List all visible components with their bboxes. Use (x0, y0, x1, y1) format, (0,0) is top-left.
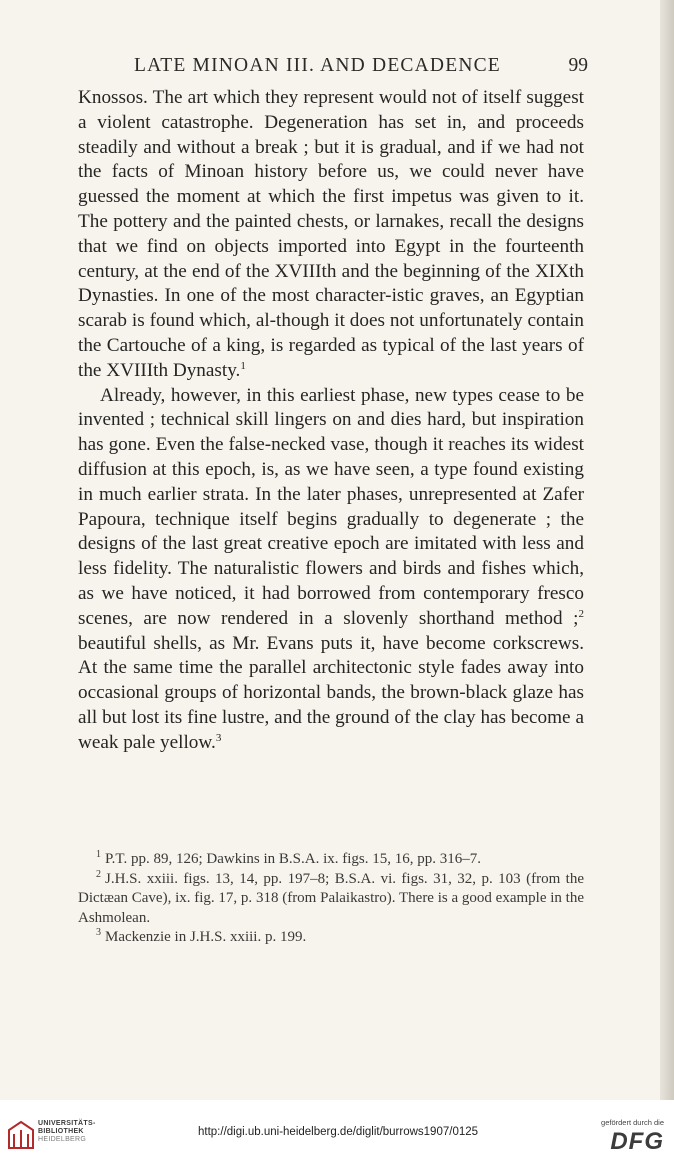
viewer-footer (0, 1100, 674, 1162)
footnote-text: Mackenzie in J.H.S. xxiii. p. 199. (105, 929, 307, 946)
running-title: LATE MINOAN III. AND DECADENCE (134, 55, 501, 76)
library-name (38, 1120, 96, 1144)
paragraph-2-text-a: Already, however, in this earliest phase, new types cease to be invented ; technical skill lingers on and dies hard, but inspiration has gone. Even the false-necked vase, though it reaches its widest diffusion at this epoch, is, as we have seen, a type found existing in much earlier strata. In the later phases, unrepresented at Zafer Papoura, technique itself begins gradually to degenerate ; the designs of the last great creative epoch are imitated with less and less fidelity. The naturalistic flowers and birds and fishes which, as we have noticed, it had borrowed from contemporary fresco scenes, are now rendered in a slovenly shorthand method ; (78, 384, 584, 629)
paragraph-2-text-b: beautiful shells, as Mr. Evans puts it, have become corkscrews. At the same time the parallel architectonic style fades away into occasional groups of horizontal bands, the brown-black glaze has all but lost its fine lustre, and the ground of the clay has become a weak pale yellow. (78, 632, 584, 753)
library-name-line-3: HEIDELBERG (38, 1136, 87, 1143)
footnote-ref-1: 1 (240, 359, 246, 372)
library-emblem-icon (6, 1118, 36, 1152)
footnote-mark: 2 (96, 868, 101, 880)
permalink-url[interactable]: http://digi.ub.uni-heidelberg.de/diglit/burrows1907/0125 (198, 1126, 479, 1138)
footnote-ref-2: 2 (578, 607, 584, 620)
paragraph-1-text: Knossos. The art which they represent would not of itself suggest a violent catastrophe. Degeneration has set in, and proceeds steadily and without a break ; but it is gradual, and if we had not the facts of Minoan history before us, we could never have guessed the moment at which the first impetus was given to it. The pottery and the painted chests, or larnakes, recall the designs that we find on objects imported into Egypt in the fourteenth century, at the end of the XVIIIth and the beginning of the XIXth Dynasties. In one of the most character-istic graves, an Egyptian scarab is found which, al-though it does not unfortunately contain the Cartouche of a king, is regarded as typical of the last years of the XVIIIth Dynasty. (78, 87, 584, 381)
footnote-2 (78, 870, 584, 929)
running-head (78, 55, 588, 81)
footnote-3 (78, 928, 584, 948)
footnotes (78, 850, 584, 948)
footnote-1 (78, 850, 584, 870)
funded-by-label: gefördert durch die (601, 1118, 664, 1127)
footnote-ref-3: 3 (215, 731, 222, 744)
page-edge (660, 0, 674, 1100)
footnote-mark: 3 (96, 927, 101, 939)
footnote-text: J.H.S. xxiii. figs. 13, 14, pp. 197–8; B.S.A. vi. figs. 31, 32, p. 103 (from the Dictæan Cave), ix. fig. 17, p. 318 (from Palaikastro). There is a good example in the Ashmolean. (78, 870, 584, 926)
library-name-line-1: UNIVERSITÄTS- (38, 1120, 96, 1127)
footnote-text: P.T. pp. 89, 126; Dawkins in B.S.A. ix. figs. 15, 16, pp. 316–7. (105, 851, 481, 867)
paragraph-2 (78, 384, 584, 756)
paragraph-1 (78, 86, 584, 384)
page-number: 99 (568, 55, 588, 76)
library-name-line-2: BIBLIOTHEK (38, 1128, 84, 1135)
footnote-mark: 1 (96, 849, 101, 860)
dfg-logo: DFG (610, 1128, 664, 1155)
body-text (78, 86, 584, 756)
